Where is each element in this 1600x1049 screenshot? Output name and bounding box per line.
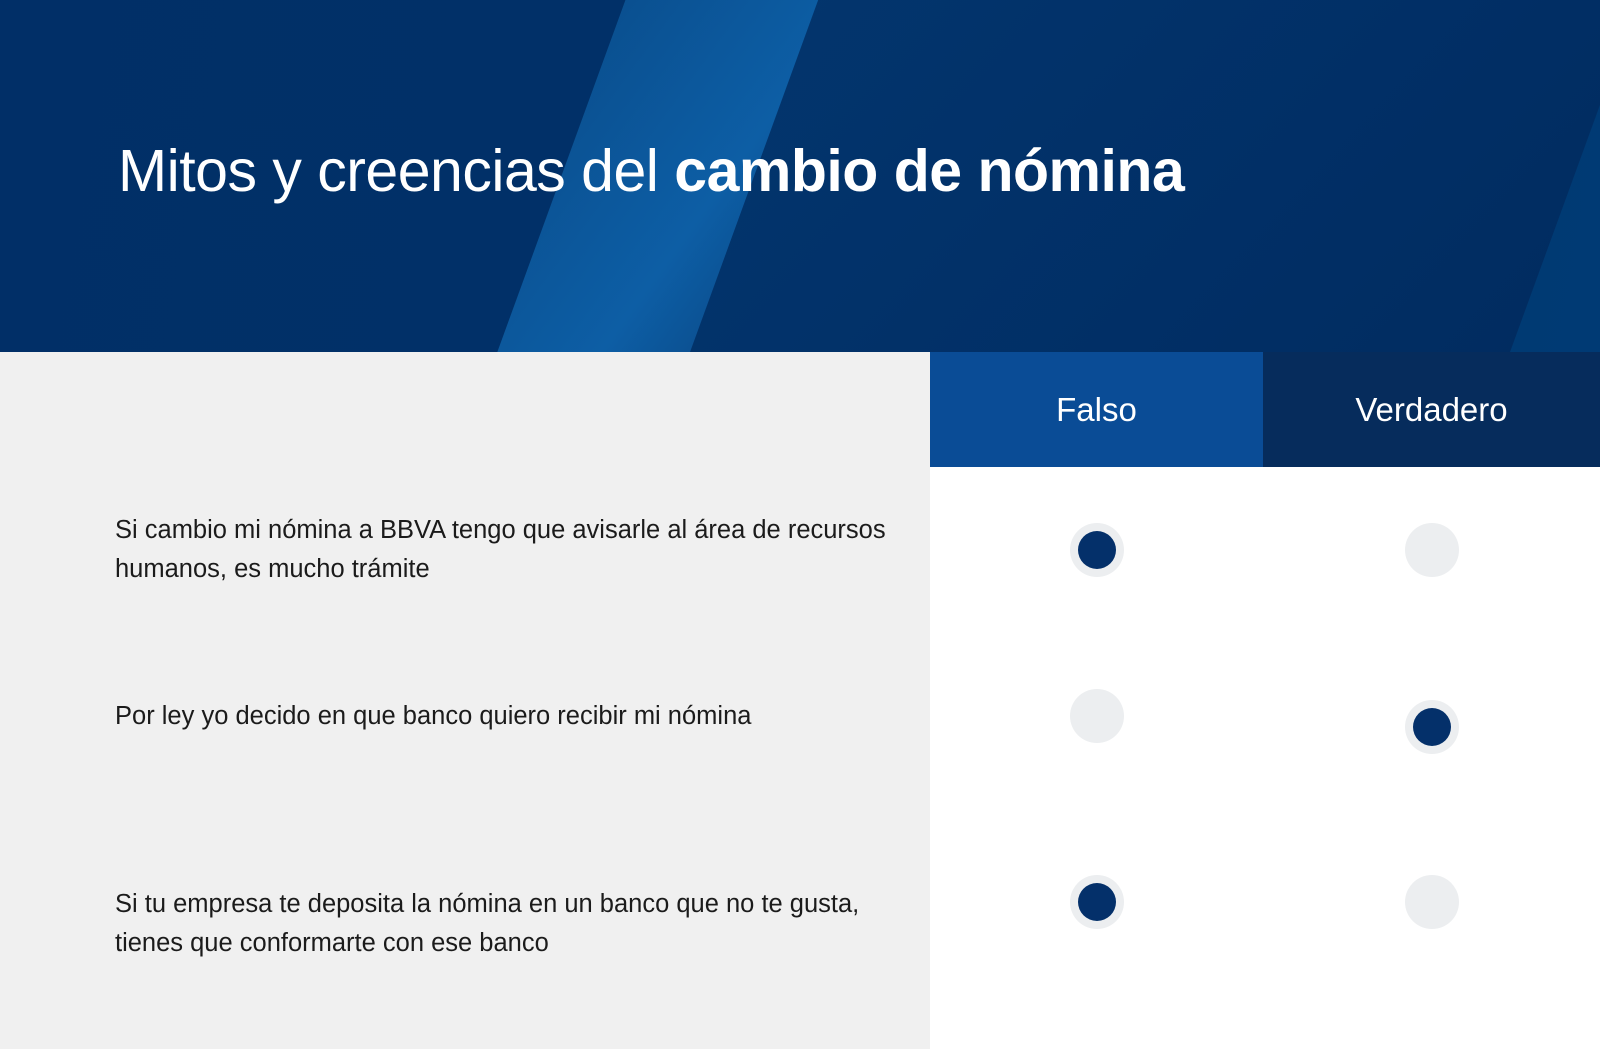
page-title-light: Mitos y creencias del xyxy=(118,138,675,204)
statement-text: Por ley yo decido en que banco quiero recibir mi nómina xyxy=(0,633,930,799)
answer-cell-verdadero[interactable] xyxy=(1263,467,1600,633)
column-header-falso-label: Falso xyxy=(1056,390,1137,428)
statement-text: Si tu empresa te deposita la nómina en un banco que no te gusta, tienes que conformarte con ese banco xyxy=(0,799,930,1049)
page-title xyxy=(118,138,1185,204)
radio-falso-selected[interactable] xyxy=(1070,523,1124,577)
radio-verdadero-unselected[interactable] xyxy=(1405,875,1459,929)
radio-falso-selected[interactable] xyxy=(1070,875,1124,929)
radio-verdadero-unselected[interactable] xyxy=(1405,523,1459,577)
table-rows xyxy=(0,467,1600,1049)
answer-cell-verdadero[interactable] xyxy=(1263,799,1600,1049)
statement-text: Si cambio mi nómina a BBVA tengo que avisarle al área de recursos humanos, es mucho trámite xyxy=(0,467,930,633)
answer-cell-falso[interactable] xyxy=(930,799,1263,1049)
column-header-verdadero xyxy=(1263,352,1600,467)
radio-falso-unselected[interactable] xyxy=(1070,689,1124,743)
table-row xyxy=(0,467,1600,633)
answer-cell-falso[interactable] xyxy=(930,467,1263,633)
column-header-falso xyxy=(930,352,1263,467)
answer-cell-falso[interactable] xyxy=(930,633,1263,799)
radio-verdadero-selected[interactable] xyxy=(1405,700,1459,754)
page-title-bold: cambio de nómina xyxy=(674,138,1185,204)
myths-table xyxy=(0,352,1600,1049)
column-header-verdadero-label: Verdadero xyxy=(1355,390,1508,428)
answer-cell-verdadero[interactable] xyxy=(1263,633,1600,799)
header-banner xyxy=(0,0,1600,352)
table-row xyxy=(0,633,1600,799)
table-row xyxy=(0,799,1600,1049)
